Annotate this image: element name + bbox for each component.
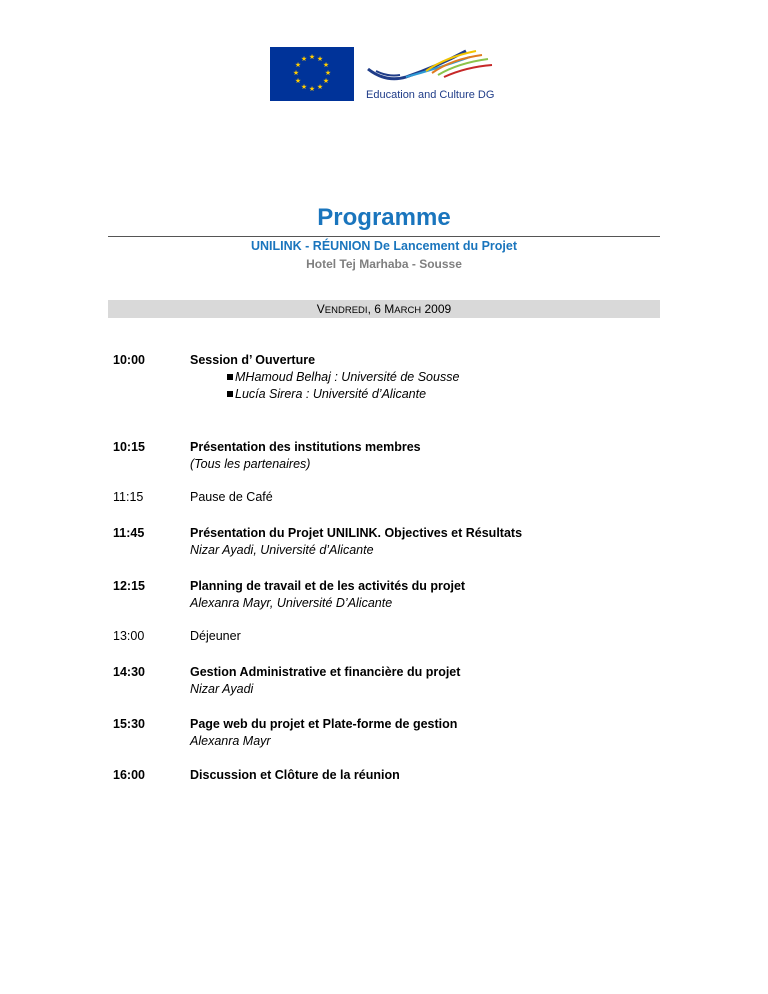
speaker-item (190, 369, 660, 386)
session-title: Déjeuner (190, 629, 241, 643)
svg-text:★: ★ (300, 83, 308, 91)
session-title: Présentation du Projet UNILINK. Objectives et Résultats (190, 526, 523, 540)
session-title: Planning de travail et de les activités du projet (190, 579, 466, 593)
date-day-initial: V (316, 302, 325, 316)
session-time: 12:15 (113, 579, 145, 593)
session-note: (Tous les partenaires) (190, 457, 311, 471)
date-day-rest: ENDREDI (324, 305, 368, 316)
session-title: Session d’ Ouverture (190, 353, 316, 367)
session-content (190, 767, 660, 784)
session-note: Alexanra Mayr (190, 734, 271, 748)
title-divider (108, 236, 660, 237)
eac-label: Education and Culture DG (366, 89, 495, 101)
session-note: Nizar Ayadi (190, 682, 254, 696)
svg-text:★: ★ (316, 83, 324, 91)
session-title: Gestion Administrative et financière du projet (190, 665, 461, 679)
session-time: 10:00 (113, 353, 145, 367)
session-content (190, 578, 660, 612)
svg-text:★: ★ (292, 69, 300, 77)
session-time: 14:30 (113, 665, 145, 679)
eu-stars-icon (270, 47, 354, 101)
session-content (190, 628, 660, 645)
session-time: 15:30 (113, 717, 145, 731)
svg-text:★: ★ (316, 55, 324, 63)
session-content (190, 664, 660, 698)
session-note: Alexanra Mayr, Université D’Alicante (190, 596, 393, 610)
session-note: Nizar Ayadi, Université d’Alicante (190, 543, 374, 557)
svg-text:★: ★ (322, 77, 330, 85)
session-content (190, 352, 660, 403)
svg-text:★: ★ (324, 69, 332, 77)
date-separator: , 6 (367, 302, 385, 316)
session-time: 11:15 (113, 490, 144, 504)
session-title: Page web du projet et Plate-forme de gestion (190, 717, 458, 731)
eu-flag-logo (270, 47, 354, 101)
session-content (190, 439, 660, 473)
session-time: 10:15 (113, 440, 145, 454)
education-culture-logo (366, 47, 506, 105)
date-month-initial: M (384, 302, 395, 316)
session-content (190, 489, 660, 506)
session-time: 16:00 (113, 768, 145, 782)
svg-text:★: ★ (300, 55, 308, 63)
session-time: 13:00 (113, 629, 145, 643)
bullet-square-icon (227, 391, 233, 397)
meeting-subtitle: UNILINK - RÉUNION De Lancement du Projet (251, 239, 517, 253)
session-title: Présentation des institutions membres (190, 440, 421, 454)
session-time: 11:45 (113, 526, 145, 540)
speaker-text: Lucía Sirera : Université d’Alicante (235, 387, 427, 401)
svg-text:★: ★ (294, 77, 302, 85)
date-year: 2009 (421, 302, 452, 316)
date-bar (108, 300, 660, 318)
svg-text:★: ★ (308, 85, 316, 93)
date-month-rest: ARCH (394, 305, 422, 316)
venue-line: Hotel Tej Marhaba - Sousse (306, 257, 462, 271)
svg-text:★: ★ (294, 61, 302, 69)
swoosh-icon (366, 47, 506, 87)
session-content (190, 716, 660, 750)
session-title: Discussion et Clôture de la réunion (190, 768, 400, 782)
speaker-text: MHamoud Belhaj : Université de Sousse (235, 370, 460, 384)
page-title: Programme (317, 204, 451, 231)
svg-text:★: ★ (308, 53, 316, 61)
svg-text:★: ★ (322, 61, 330, 69)
session-content (190, 525, 660, 559)
session-title: Pause de Café (190, 490, 273, 504)
bullet-square-icon (227, 374, 233, 380)
speaker-item (190, 386, 660, 403)
speaker-list (190, 369, 660, 403)
